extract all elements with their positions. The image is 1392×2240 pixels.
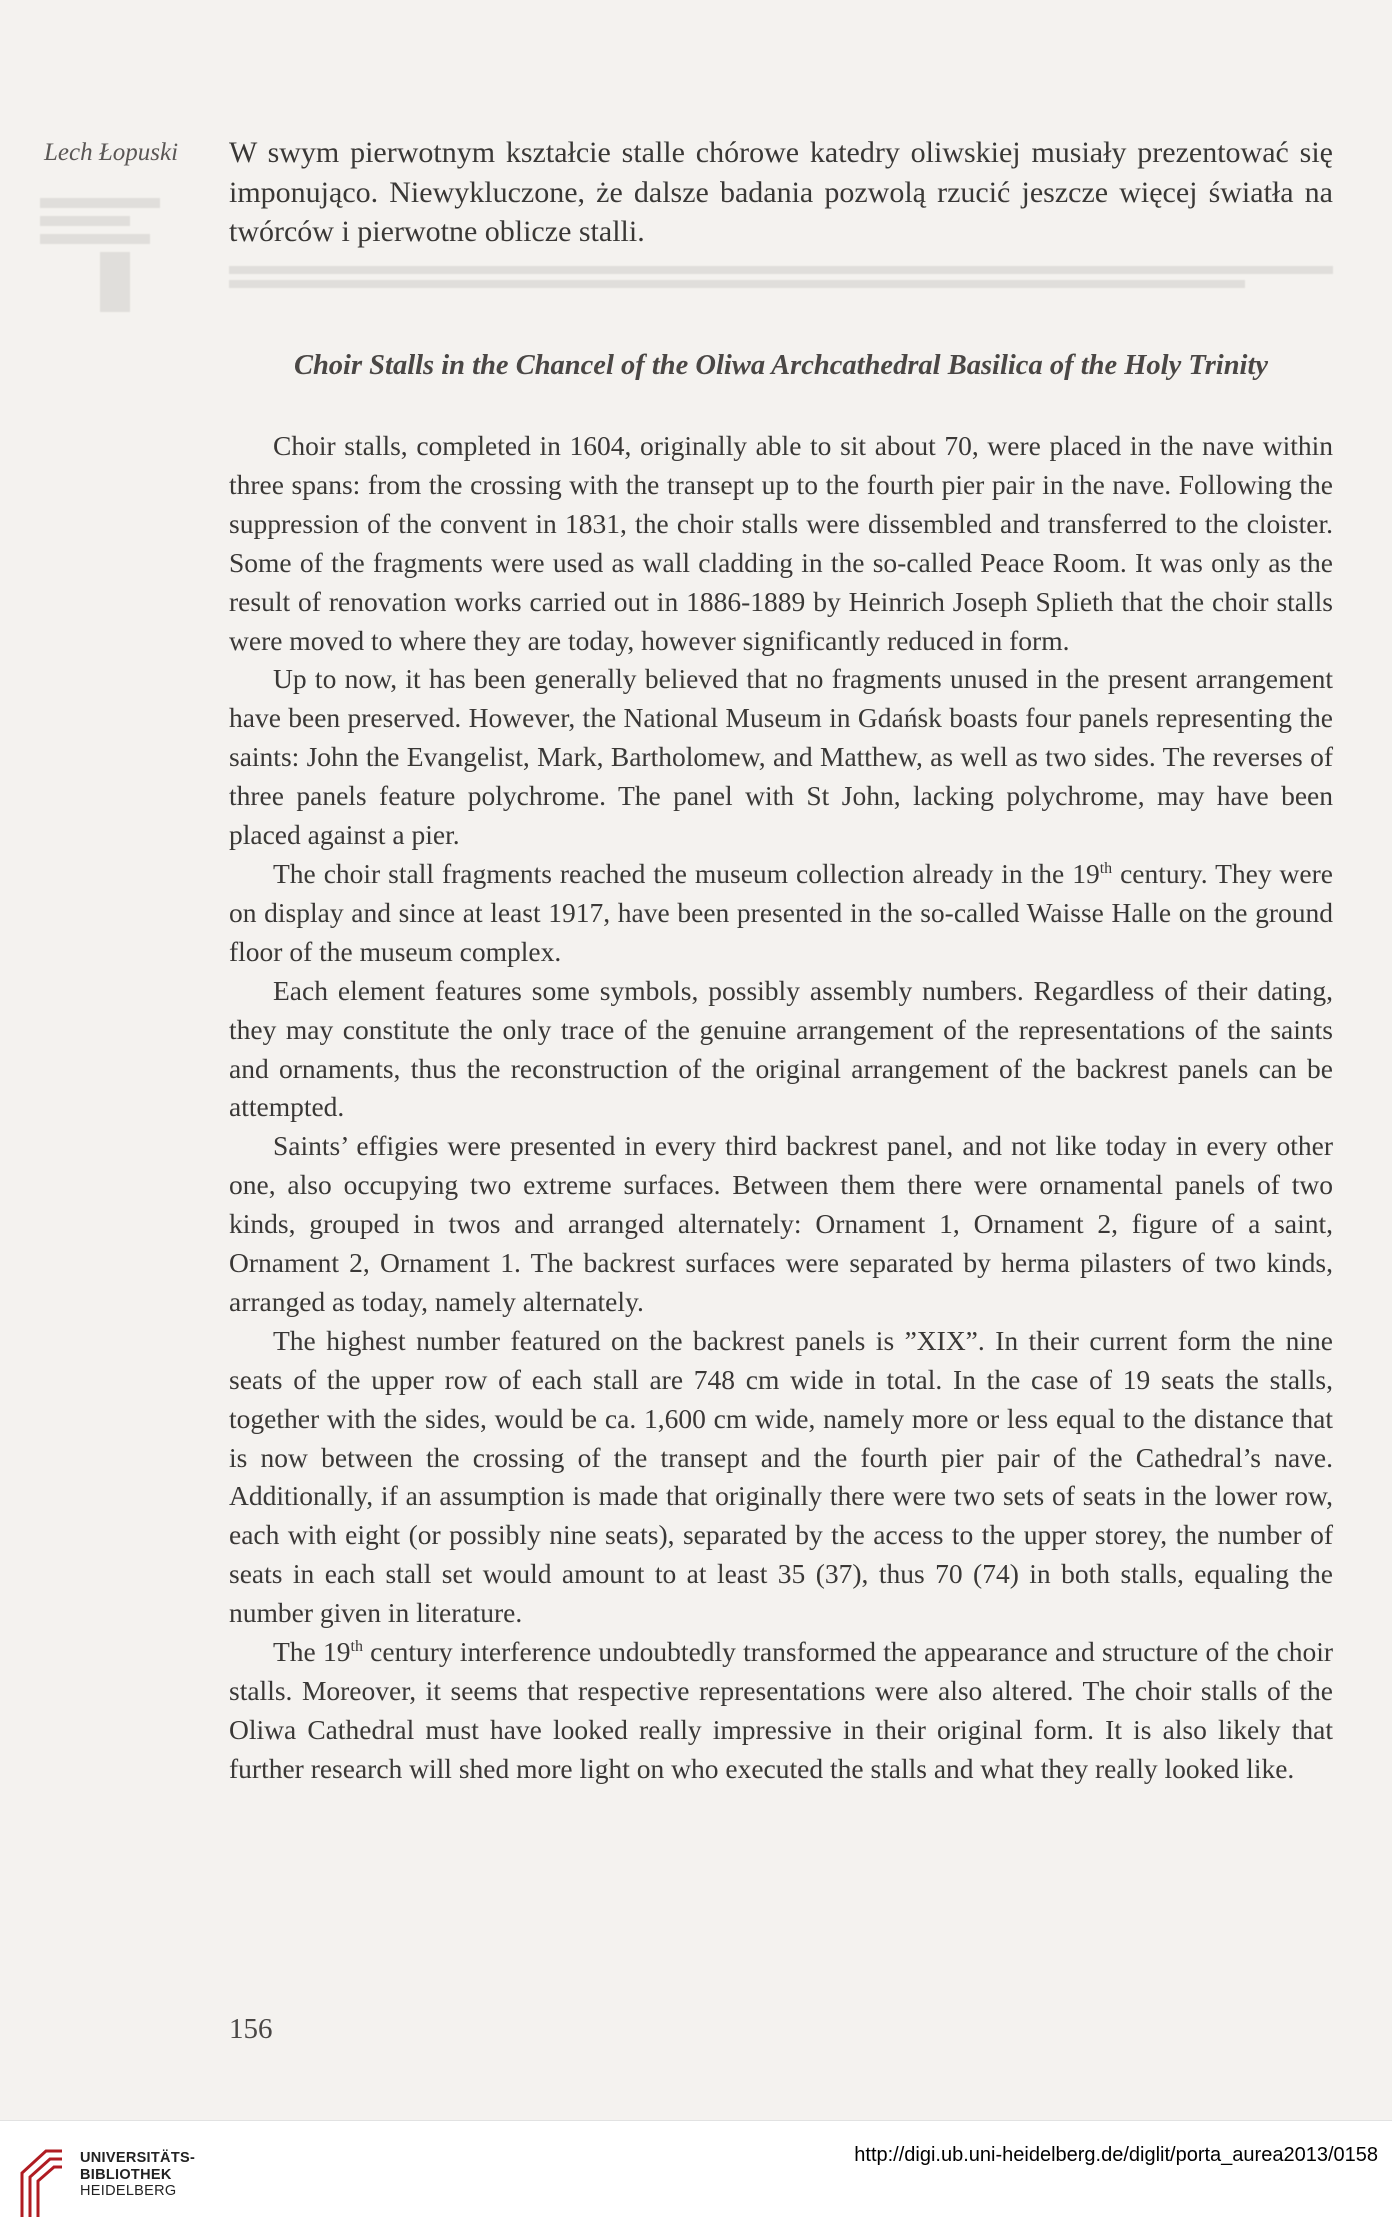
article-body [229,427,1333,1789]
ordinal-superscript: th [1099,859,1113,877]
ub-heidelberg-logo-icon [16,2147,68,2219]
section-heading: Choir Stalls in the Chancel of the Oliwa Archcathedral Basilica of the Holy Trinity [293,350,1269,381]
paragraph-text: century. They were on display and since at least 1917, have been presented in the so-called Waisse Halle on the ground floor of the museum complex. [229,857,1333,967]
source-url-link[interactable]: http://digi.ub.uni-heidelberg.de/diglit/porta_aurea2013/0158 [854,2144,1378,2166]
reverse-side-bleed [40,190,200,370]
paragraph: Saints’ effigies were presented in every third backrest panel, and not like today in every other one, also occupying two extreme surfaces. Between them there were ornamental panels of two kinds, grouped in twos and arranged alternately: Ornament 1, Ornament 2, figure of a saint, Ornament 2, Ornament 1. The backrest surfaces were separated by herma pilasters of two kinds, arranged as today, namely alternately. [229,1130,1333,1317]
paragraph-text: century interference undoubtedly transformed the appearance and structure of the choir stalls. Moreover, it seems that respective representations were also altered. The choir stalls of the Oliwa Cathedral must have looked really impressive in their original form. It is also likely that further research will shed more light on who executed the stalls and what they really looked like. [229,1636,1333,1784]
paragraph: Choir stalls, completed in 1604, originally able to sit about 70, were placed in the nave within three spans: from the crossing with the transept up to the fourth pier pair in the nave. Following the suppression of the convent in 1831, the choir stalls were dissembled and transferred to the cloister. Some of the fragments were used as wall cladding in the so-called Peace Room. It was only as the result of renovation works carried out in 1886-1889 by Heinrich Joseph Splieth that the choir stalls were moved to where they are today, however significantly reduced in form. [229,430,1333,656]
paragraph: Each element features some symbols, possibly assembly numbers. Regardless of their dating, they may constitute the only trace of the genuine arrangement of the representations of the saints and ornaments, thus the reconstruction of the original arrangement of the backrest panels can be attempted. [229,974,1333,1123]
paragraph [229,1633,1333,1789]
paragraph-text: The 19 [273,1636,351,1668]
library-name-line: HEIDELBERG [80,2183,177,2199]
paragraph: The highest number featured on the backrest panels is ”XIX”. In their current form the nine seats of the upper row of each stall are 748 cm wide in total. In the case of 19 seats the stalls, together with the sides, would be ca. 1,600 cm wide, namely more or less equal to the distance that is now between the crossing of the transept and the fourth pier pair of the Cathedral’s nave. Additionally, if an assumption is made that originally there were two sets of seats in the lower row, each with eight (or possibly nine seats), separated by the access to the upper storey, the number of seats in each stall set would amount to at least 35 (37), thus 70 (74) in both stalls, equaling the number given in literature. [229,1324,1333,1629]
page-number: 156 [229,2013,273,2045]
digitization-footer [0,2120,1392,2240]
library-name-line: BIBLIOTHEK [80,2166,172,2183]
library-name [80,2150,195,2200]
ordinal-superscript: th [350,1637,363,1655]
polish-paragraph: W swym pierwotnym kształcie stalle chórowe katedry oliwskiej musiały prezentować się imponująco. Niewykluczone, że dalsze badania pozwolą rzucić jeszcze więcej światła na twórców i pierwotne oblicze stalli. [229,136,1333,248]
reverse-side-bleed-band [229,260,1333,300]
paragraph-text: The choir stall fragments reached the museum collection already in the 19 [273,857,1100,889]
paragraph: Up to now, it has been generally believed that no fragments unused in the present arrangement have been preserved. However, the National Museum in Gdańsk boasts four panels representing the saints: John the Evangelist, Mark, Bartholomew, and Matthew, as well as two sides. The reverses of three panels feature polychrome. The panel with St John, lacking polychrome, may have been placed against a pier. [229,663,1333,851]
paragraph [229,855,1333,972]
running-header-author: Lech Łopuski [44,139,179,166]
library-name-line: UNIVERSITÄTS- [80,2150,196,2166]
